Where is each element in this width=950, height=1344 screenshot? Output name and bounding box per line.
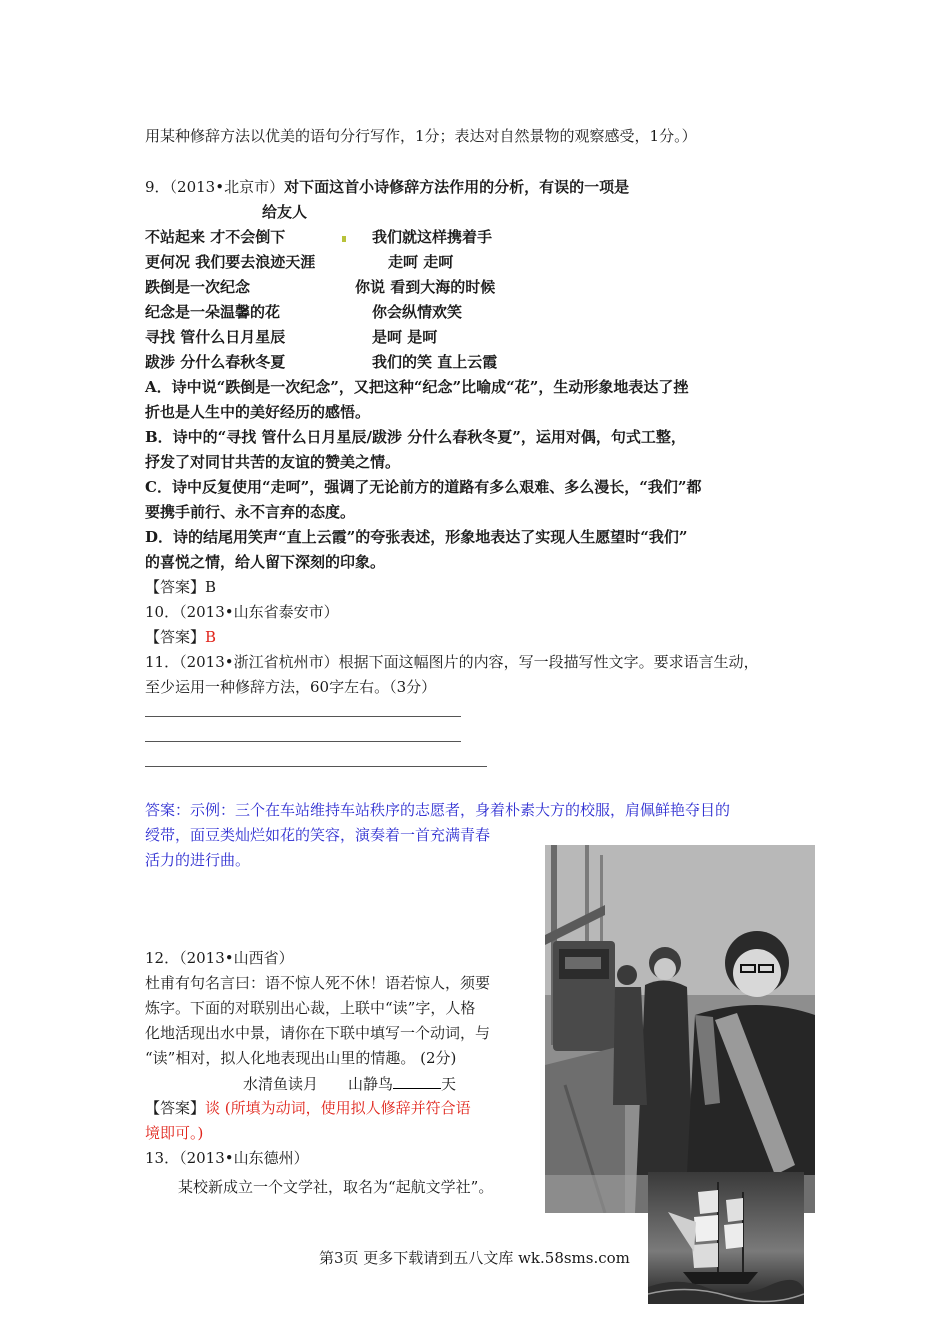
poem-right-line: 我们就这样携着手 (372, 228, 493, 246)
stray-mark (342, 236, 346, 242)
q11-line: 11．（2013•浙江省杭州市）根据下面这幅图片的内容，写一段描写性文字。要求语言生动， (145, 653, 759, 671)
q10-number: 10．（2013•山东省泰安市） (145, 603, 339, 621)
answer-label: 【答案】 (145, 1099, 206, 1117)
intro-line: 用某种修辞方法以优美的语句分行写作，1分；表达对自然景物的观察感受，1分。） (145, 127, 697, 145)
option-a: A．诗中说“跌倒是一次纪念”，又把这种“纪念”比喻成“花”，生动形象地表达了挫 (145, 378, 689, 396)
poem-title: 给友人 (262, 203, 308, 221)
poem-left-line: 更何况 我们要去浪迹天涯 (145, 253, 316, 271)
answer-value: B (205, 578, 217, 596)
poem-right-line: 你会纵情欢笑 (372, 303, 463, 321)
q11-answer-cont: 绶带，面豆类灿烂如花的笑容，演奏着一首充满青春 (145, 826, 491, 844)
poem-left-line: 不站起来 才不会倒下 (145, 228, 286, 246)
answer-label: 【答案】 (145, 628, 206, 646)
couplet (243, 1072, 456, 1095)
q9-stem (145, 176, 629, 198)
q13-number: 13．（2013•山东德州） (145, 1149, 309, 1167)
page-footer: 第3页 更多下载请到五八文库 wk.58sms.com (319, 1249, 630, 1267)
q10-answer (145, 626, 216, 648)
option-b: B．诗中的“寻找 管什么日月星辰/跋涉 分什么春秋冬夏”，运用对偶，句式工整， (145, 428, 686, 446)
couplet-down-post: 天 (441, 1075, 457, 1093)
couplet-down-pre: 山静鸟 (348, 1075, 394, 1093)
answer-text: 谈 (所填为动词，使用拟人修辞并符合语 (205, 1099, 471, 1117)
option-c: C．诗中反复使用“走呵”，强调了无论前方的道路有多么艰难、多么漫长，“我们”都 (145, 478, 702, 496)
couplet-up: 水清鱼读月 (243, 1075, 319, 1093)
poem-right-line: 你说 看到大海的时候 (355, 278, 496, 296)
q9-answer (145, 576, 216, 598)
option-b-cont: 抒发了对同甘共苦的友谊的赞美之情。 (145, 453, 401, 471)
q11-line: 至少运用一种修辞方法，60字左右。（3分） (145, 678, 437, 696)
q12-answer (145, 1097, 471, 1119)
answer-label: 答案： (145, 801, 191, 819)
poem-right-line: 我们的笑 直上云霞 (372, 353, 498, 371)
blank-field[interactable] (393, 1072, 441, 1089)
poem-left-line: 跌倒是一次纪念 (145, 278, 251, 296)
option-d: D．诗的结尾用笑声“直上云霞”的夸张表述，形象地表达了实现人生愿望时“我们” (145, 528, 688, 546)
poem-right-line: 是呵 是呵 (372, 328, 438, 346)
q12-line: 炼字。下面的对联别出心裁，上联中“读”字，人格 (145, 999, 476, 1017)
poem-left-line: 寻找 管什么日月星辰 (145, 328, 286, 346)
volunteers-photo (545, 845, 815, 1213)
q13-text: 某校新成立一个文学社，取名为“起航文学社”。 (178, 1178, 494, 1196)
q12-number: 12．（2013•山西省） (145, 949, 294, 967)
answer-line (145, 766, 487, 767)
option-d-cont: 的喜悦之情，给人留下深刻的印象。 (145, 553, 386, 571)
sailing-ship-image (648, 1172, 804, 1304)
q12-line: 杜甫有句名言曰：语不惊人死不休！语若惊人，须要 (145, 974, 491, 992)
option-a-cont: 折也是人生中的美好经历的感悟。 (145, 403, 371, 421)
answer-line (145, 741, 461, 742)
q12-line: “读”相对，拟人化地表现出山里的情趣。 (2分) (145, 1049, 457, 1067)
poem-left-line: 纪念是一朵温馨的花 (145, 303, 281, 321)
q11-answer (145, 799, 730, 821)
option-c-cont: 要携手前行、永不言弃的态度。 (145, 503, 356, 521)
q9-number: 9．（2013•北京市） (145, 178, 285, 196)
q12-answer-cont: 境即可。) (145, 1124, 204, 1142)
q11-answer-cont: 活力的进行曲。 (145, 851, 251, 869)
answer-label: 【答案】 (145, 578, 206, 596)
poem-left-line: 跋涉 分什么春秋冬夏 (145, 353, 286, 371)
q9-question: 对下面这首小诗修辞方法作用的分析，有误的一项是 (284, 178, 630, 196)
poem-right-line: 走呵 走呵 (388, 253, 454, 271)
answer-value: B (205, 628, 217, 646)
answer-line (145, 716, 461, 717)
q12-line: 化地活现出水中景，请你在下联中填写一个动词，与 (145, 1024, 491, 1042)
answer-text: 示例：三个在车站维持车站秩序的志愿者，身着朴素大方的校服，肩佩鲜艳夺目的 (190, 801, 731, 819)
